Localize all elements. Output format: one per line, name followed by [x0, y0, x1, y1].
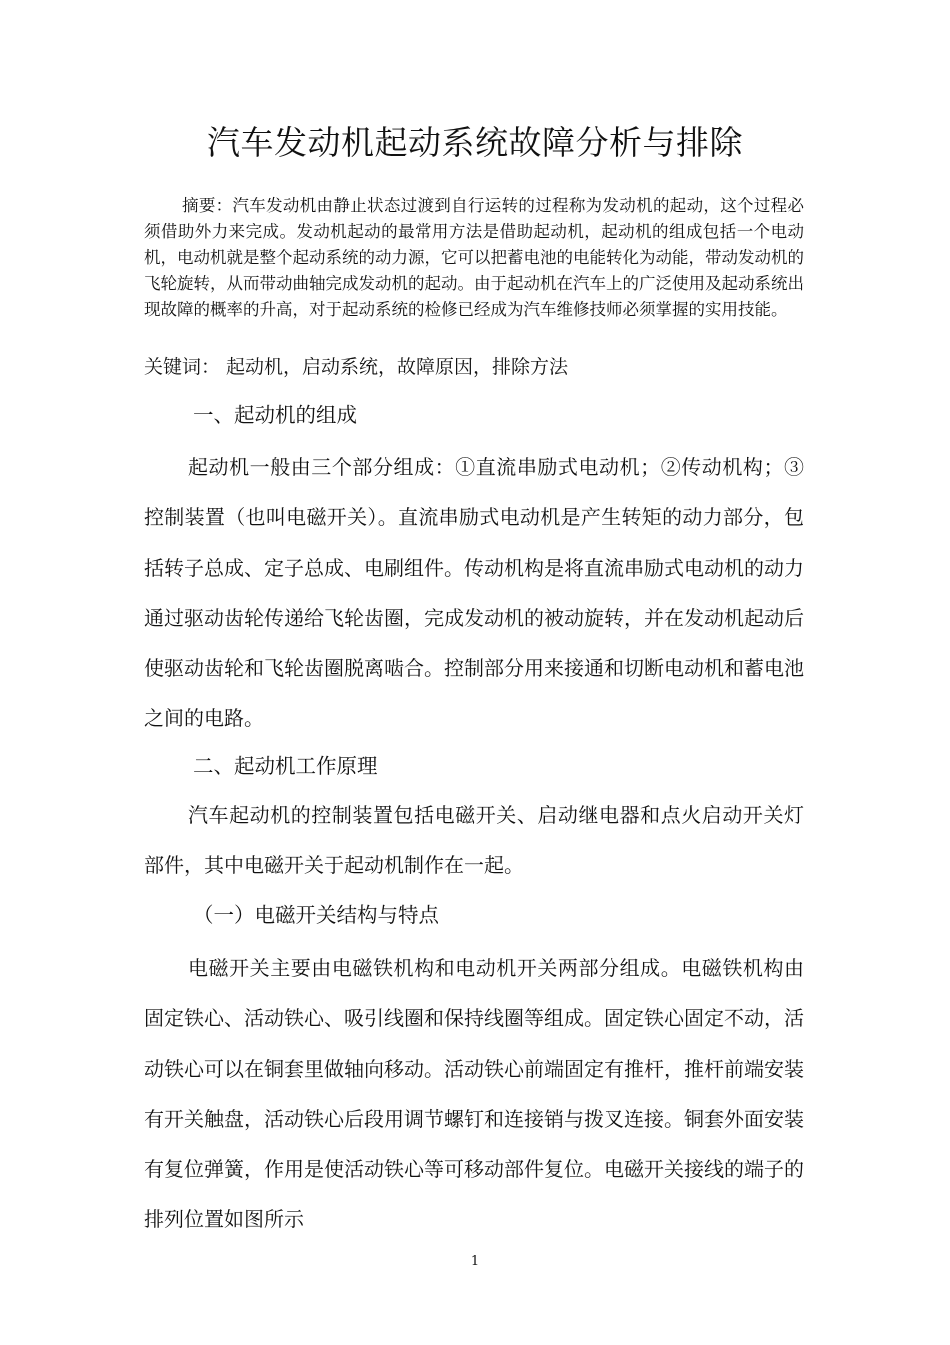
section-paragraph-principle: 汽车起动机的控制装置包括电磁开关、启动继电器和点火启动开关灯部件，其中电磁开关于起动机制作在一起。 [144, 803, 804, 878]
subsection-paragraph-solenoid: 电磁开关主要由电磁铁机构和电动机开关两部分组成。电磁铁机构由固定铁心、活动铁心、吸引线圈和保持线圈等组成。固定铁心固定不动，活动铁心可以在铜套里做轴向移动。活动铁心前端固定有推杆，推杆前端安装有开关触盘，活动铁心后段用调节螺钉和连接销与拨叉连接。铜套外面安装有复位弹簧，作用是使活动铁心等可移动部件复位。电磁开关接线的端子的排列位置如图所示 [144, 956, 804, 1232]
section-heading-principle: 二、起动机工作原理 [193, 754, 378, 778]
subsection-heading-solenoid: （一）电磁开关结构与特点 [193, 903, 439, 927]
document-title: 汽车发动机起动系统故障分析与排除 [207, 123, 743, 162]
section-paragraph-composition: 起动机一般由三个部分组成：①直流串励式电动机；②传动机构；③控制装置（也叫电磁开关）。直流串励式电动机是产生转矩的动力部分，包括转子总成、定子总成、电刷组件。传动机构是将直流串励式电动机的动力通过驱动齿轮传递给飞轮齿圈，完成发动机的被动旋转，并在发动机起动后使驱动齿轮和飞轮齿圈脱离啮合。控制部分用来接通和切断电动机和蓄电池之间的电路。 [144, 455, 804, 731]
page-number: 1 [470, 1254, 480, 1269]
keywords-line: 关键词： 起动机，启动系统，故障原因，排除方法 [144, 356, 569, 378]
abstract-paragraph: 摘要：汽车发动机由静止状态过渡到自行运转的过程称为发动机的起动，这个过程必须借助外力来完成。发动机起动的最常用方法是借助起动机，起动机的组成包括一个电动机，电动机就是整个起动系统的动力源，它可以把蓄电池的电能转化为动能，带动发动机的飞轮旋转，从而带动曲轴完成发动机的起动。由于起动机在汽车上的广泛使用及起动系统出现故障的概率的升高，对于起动系统的检修已经成为汽车维修技师必须掌握的实用技能。 [144, 196, 804, 319]
section-heading-composition: 一、起动机的组成 [193, 403, 357, 427]
